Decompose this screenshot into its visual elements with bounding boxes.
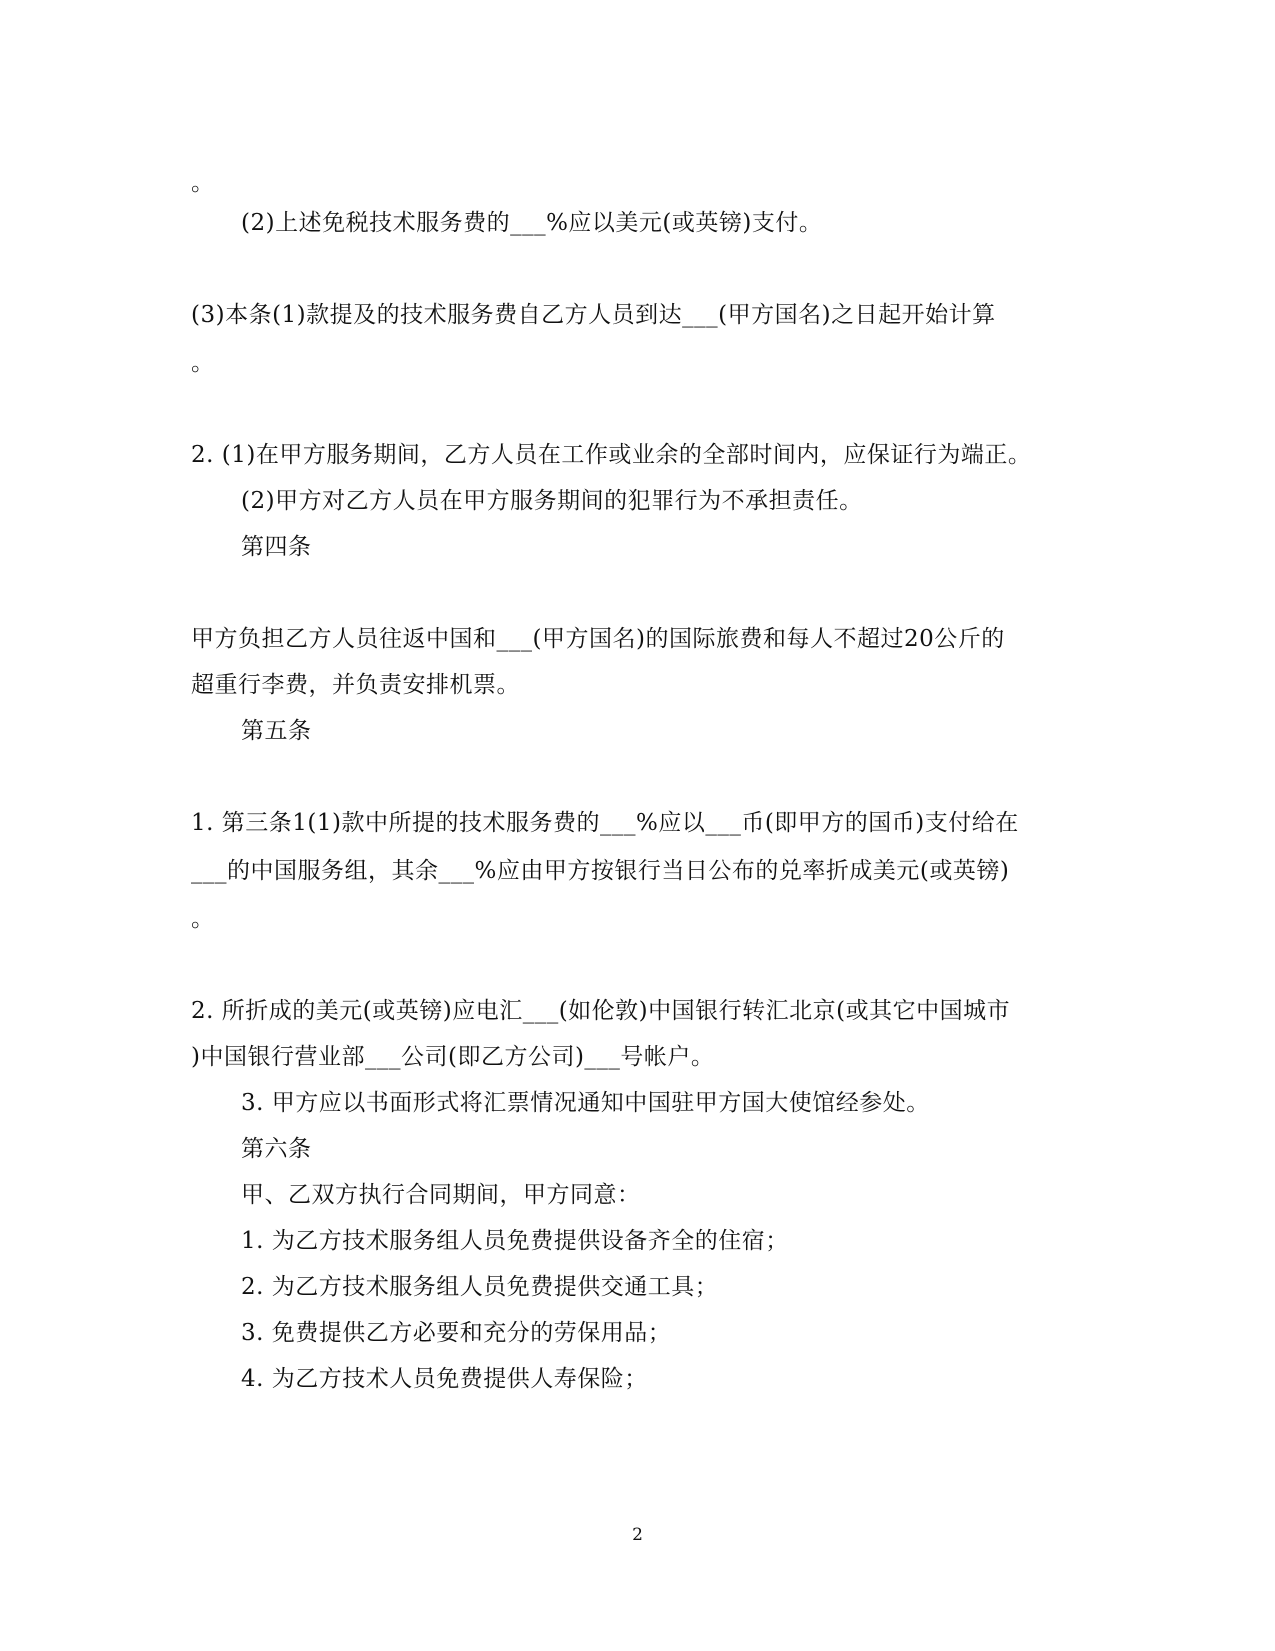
- text-line: 甲、乙双方执行合同期间，甲方同意：: [241, 1182, 641, 1208]
- text-line: (2)甲方对乙方人员在甲方服务期间的犯罪行为不承担责任。: [241, 488, 863, 514]
- text-line: 2. 所折成的美元(或英镑)应电汇___(如伦敦)中国银行转汇北京(或其它中国城市: [191, 998, 1011, 1024]
- text-line: (2)上述免税技术服务费的___%应以美元(或英镑)支付。: [241, 210, 823, 236]
- text-line: 。: [191, 170, 215, 196]
- text-line: 甲方负担乙方人员往返中国和___(甲方国名)的国际旅费和每人不超过20公斤的: [191, 626, 1005, 652]
- list-item: 2. 为乙方技术服务组人员免费提供交通工具；: [241, 1274, 719, 1300]
- list-item: 1. 为乙方技术服务组人员免费提供设备齐全的住宿；: [241, 1228, 789, 1254]
- text-line: 。: [191, 906, 215, 932]
- section-heading: 第四条: [241, 534, 312, 560]
- text-line: )中国银行营业部___公司(即乙方公司)___号帐户。: [191, 1044, 715, 1070]
- list-item: 4. 为乙方技术人员免费提供人寿保险；: [241, 1366, 648, 1392]
- section-heading: 第六条: [241, 1136, 312, 1162]
- list-item: 3. 免费提供乙方必要和充分的劳保用品；: [241, 1320, 672, 1346]
- text-line: 。: [191, 350, 215, 376]
- text-line: 3. 甲方应以书面形式将汇票情况通知中国驻甲方国大使馆经参处。: [241, 1090, 930, 1116]
- text-line: 超重行李费，并负责安排机票。: [191, 672, 520, 698]
- text-line: 1. 第三条1(1)款中所提的技术服务费的___%应以___币(即甲方的国币)支付给在: [191, 810, 1019, 836]
- page-number: 2: [632, 1525, 643, 1545]
- text-line: 2. (1)在甲方服务期间，乙方人员在工作或业余的全部时间内，应保证行为端正。: [191, 442, 1032, 468]
- section-heading: 第五条: [241, 718, 312, 744]
- text-line: (3)本条(1)款提及的技术服务费自乙方人员到达___(甲方国名)之日起开始计算: [191, 302, 996, 328]
- text-line: ___的中国服务组，其余___%应由甲方按银行当日公布的兑率折成美元(或英镑): [191, 858, 1010, 884]
